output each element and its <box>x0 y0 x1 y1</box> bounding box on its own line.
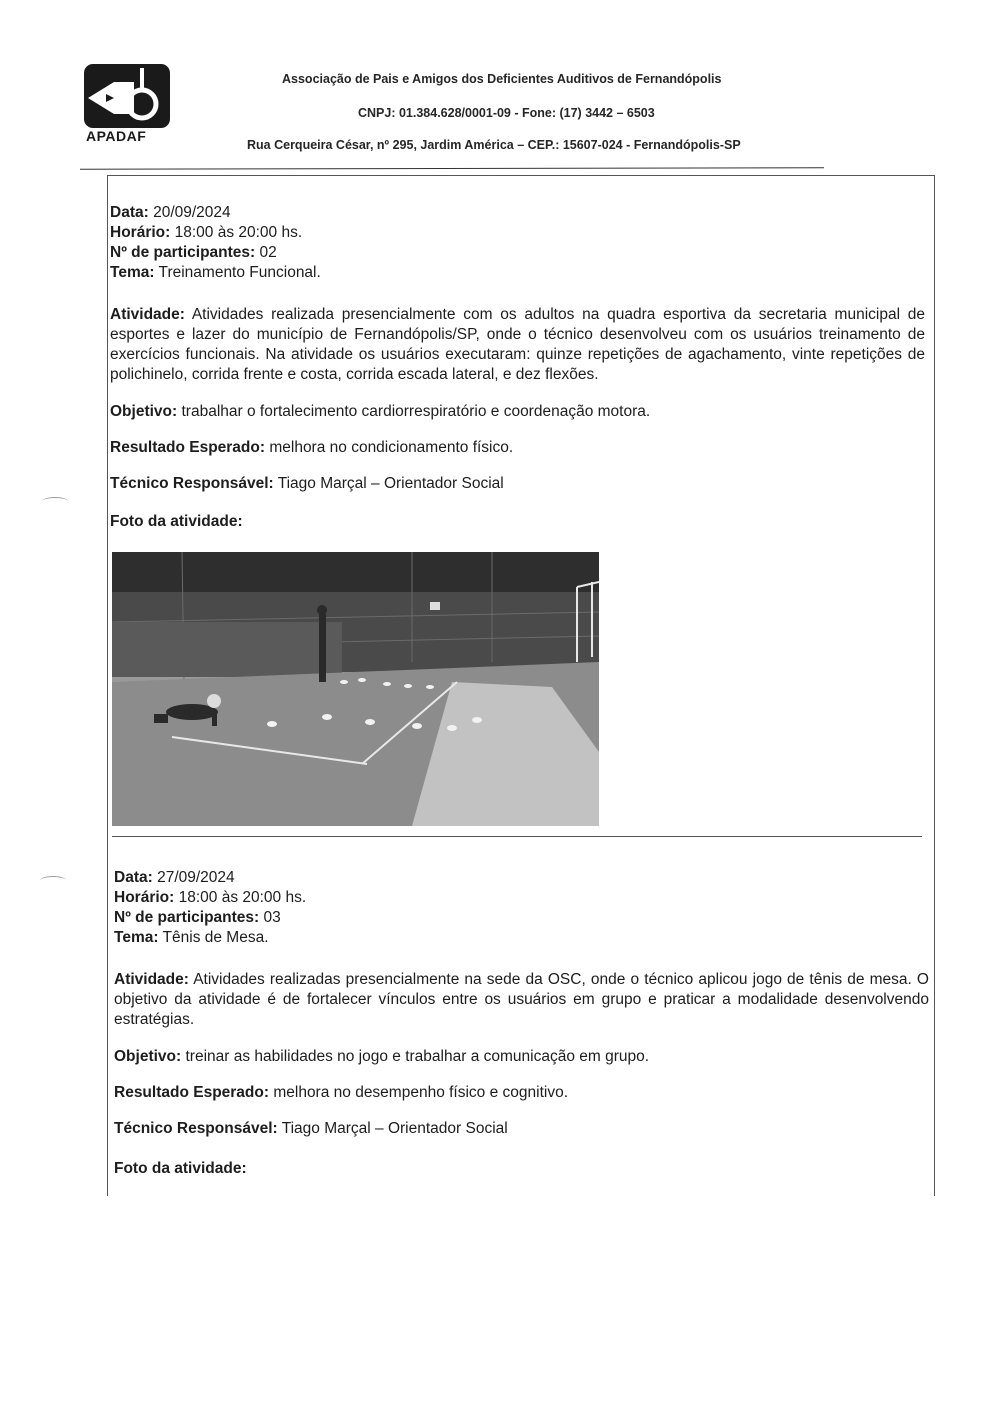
photo-label: Foto da atividade: <box>114 1160 247 1177</box>
entry-divider <box>112 836 922 837</box>
time-line: Horário: 18:00 às 20:00 hs. <box>114 889 307 906</box>
date-value: 27/09/2024 <box>157 869 235 886</box>
apadaf-logo <box>84 64 172 146</box>
responsible-line: Técnico Responsável: Tiago Marçal – Orientador Social <box>114 1120 508 1137</box>
participants-value: 02 <box>259 244 277 261</box>
org-address: Rua Cerqueira César, nº 295, Jardim América – CEP.: 15607-024 - Fernandópolis-SP <box>247 138 741 152</box>
theme-value: Tênis de Mesa. <box>162 929 269 946</box>
participants-line: Nº de participantes: 03 <box>114 909 281 926</box>
activity-entry-1 <box>110 203 925 532</box>
time-value: 18:00 às 20:00 hs. <box>174 224 303 241</box>
logo-text: APADAF <box>86 128 147 144</box>
scan-mark <box>40 876 66 885</box>
theme-line: Tema: Tênis de Mesa. <box>114 929 269 946</box>
scan-mark <box>42 497 68 506</box>
hearing-emblem-icon <box>84 64 170 128</box>
date-value: 20/09/2024 <box>153 204 231 221</box>
theme-line: Tema: Treinamento Funcional. <box>110 264 321 281</box>
expected-result-line: Resultado Esperado: melhora no condicionamento físico. <box>110 439 514 456</box>
cnpj-phone: CNPJ: 01.384.628/0001-09 - Fone: (17) 3442 – 6503 <box>358 106 655 120</box>
date-line: Data: 20/09/2024 <box>110 204 231 221</box>
logo-emblem <box>84 64 170 128</box>
theme-value: Treinamento Funcional. <box>158 264 321 281</box>
date-line: Data: 27/09/2024 <box>114 869 235 886</box>
objective-line: Objetivo: treinar as habilidades no jogo e trabalhar a comunicação em grupo. <box>114 1048 650 1065</box>
participants-line: Nº de participantes: 02 <box>110 244 277 261</box>
org-name: Associação de Pais e Amigos dos Deficientes Auditivos de Fernandópolis <box>282 72 722 86</box>
objective-line: Objetivo: trabalhar o fortalecimento cardiorrespiratório e coordenação motora. <box>110 403 651 420</box>
activity-entry-2 <box>114 868 929 1179</box>
expected-result-line: Resultado Esperado: melhora no desempenho físico e cognitivo. <box>114 1084 569 1101</box>
activity-description: Atividade: Atividades realizada presencialmente com os adultos na quadra esportiva da secretaria municipal de esportes e lazer do município de Fernandópolis/SP, onde o técnico desenvolveu com os usuários treinamento de exercícios funcionais. Na atividade os usuários executaram: quinze repetições de agachamento, vinte repetições de polichinelo, corrida frente e costa, corrida escada lateral, e dez flexões. <box>110 306 925 383</box>
responsible-line: Técnico Responsável: Tiago Marçal – Orientador Social <box>110 475 504 492</box>
participants-value: 03 <box>263 909 281 926</box>
activity-description: Atividade: Atividades realizadas presencialmente na sede da OSC, onde o técnico aplicou jogo de tênis de mesa. O objetivo da atividade é de fortalecer vínculos entre os usuários em grupo e praticar a modalidade desenvolvendo estratégias. <box>114 971 929 1028</box>
header-divider <box>80 167 824 170</box>
activity-photo <box>112 552 599 826</box>
time-line: Horário: 18:00 às 20:00 hs. <box>110 224 303 241</box>
photo-label: Foto da atividade: <box>110 513 243 530</box>
time-value: 18:00 às 20:00 hs. <box>178 889 307 906</box>
